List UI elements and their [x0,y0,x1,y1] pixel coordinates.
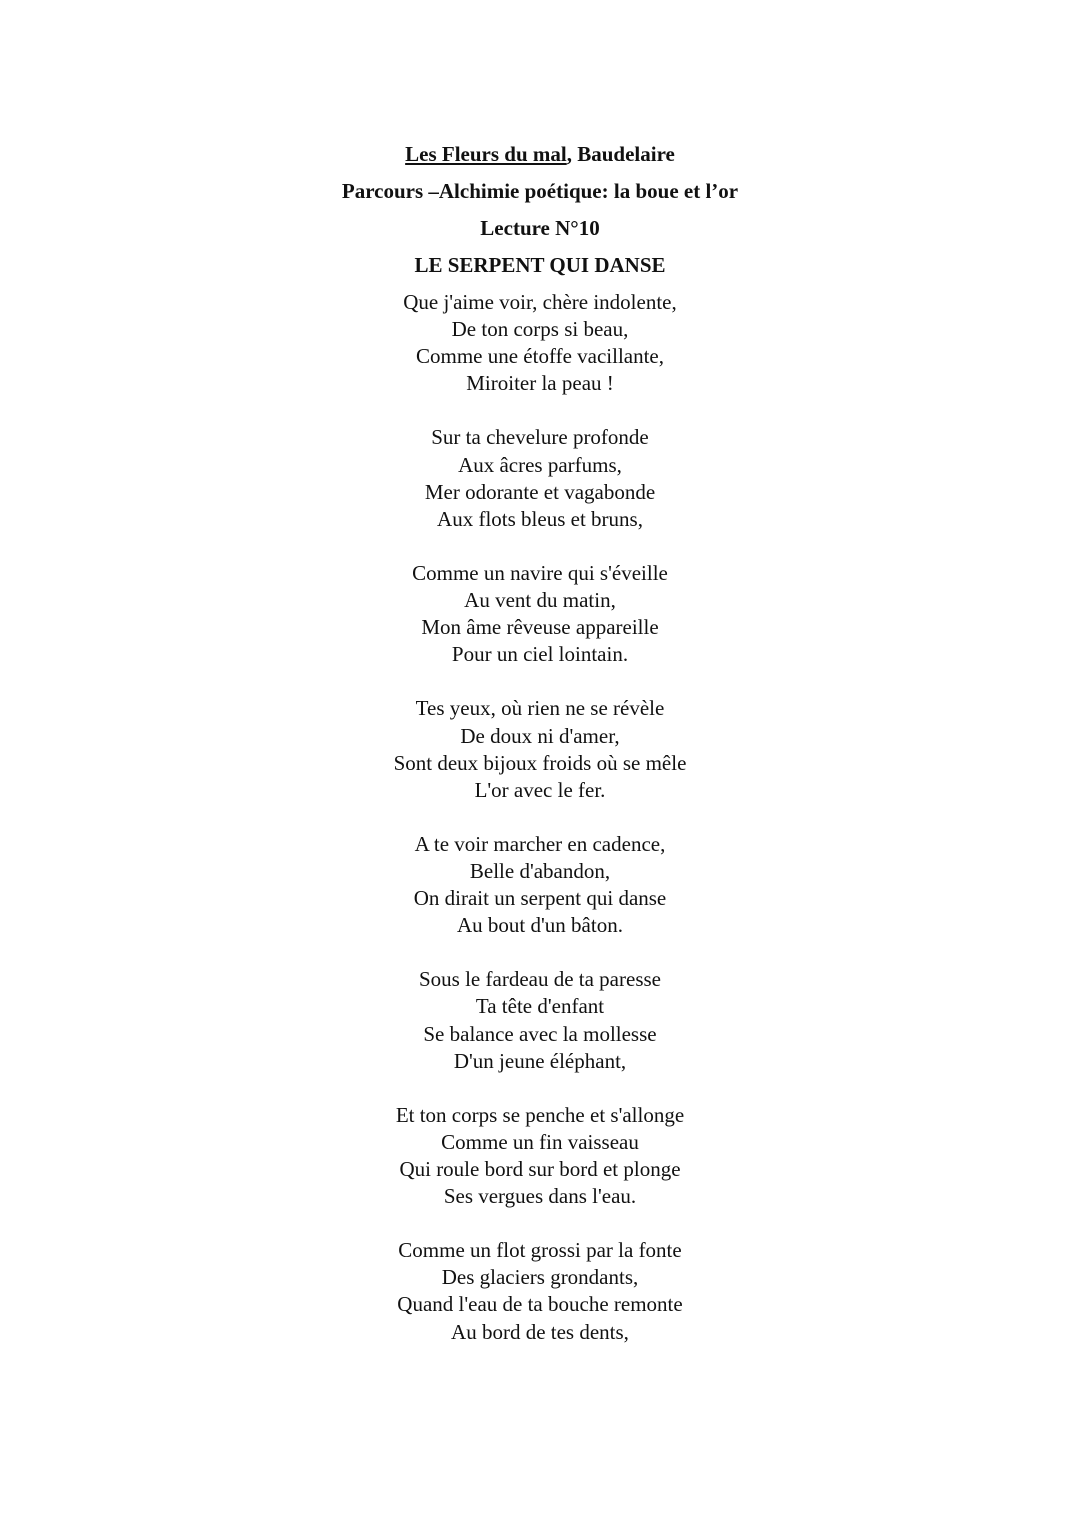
verse-line: Ta tête d'enfant [475,994,605,1019]
verse-line: Ses vergues dans l'eau. [443,1184,637,1209]
verse-line: Et ton corps se penche et s'allonge [395,1102,685,1127]
stanza [0,831,1080,939]
verse-line: Quand l'eau de ta bouche remonte [397,1292,683,1317]
verse-line: Sur ta chevelure profonde [431,425,649,450]
book-title: Les Fleurs du mal [405,142,567,166]
verse-line: Mon âme rêveuse appareille [421,615,659,640]
verse-line: Comme une étoffe vacillante, [415,344,665,369]
stanza [0,560,1080,668]
work-citation [0,142,1080,166]
verse-line: Sont deux bijoux froids où se mêle [393,750,687,775]
verse-line: Au bord de tes dents, [451,1319,629,1344]
poem-title: LE SERPENT QUI DANSE [414,253,666,277]
verse-line: Sous le fardeau de ta paresse [419,967,661,992]
verse-line: L'or avec le fer. [474,777,606,802]
lecture-number: Lecture N°10 [480,216,600,240]
stanza [0,966,1080,1074]
verse-line: Des glaciers grondants, [441,1265,639,1290]
verse-line: D'un jeune éléphant, [453,1048,627,1073]
verse-line: Mer odorante et vagabonde [424,479,656,504]
stanza [0,1102,1080,1210]
verse-line: A te voir marcher en cadence, [414,831,666,856]
verse-line: Aux flots bleus et bruns, [437,506,643,531]
verse-line: Au vent du matin, [464,588,616,613]
verse-line: Pour un ciel lointain. [451,642,629,667]
verse-line: Qui roule bord sur bord et plonge [399,1157,681,1181]
stanza [0,289,1080,397]
verse-line: Belle d'abandon, [469,858,611,883]
verse-line: Que j'aime voir, chère indolente, [403,290,677,314]
verse-line: Comme un fin vaisseau [441,1129,639,1154]
author-name: , Baudelaire [566,142,675,166]
verse-line: De doux ni d'amer, [460,723,620,748]
verse-line: Se balance avec la mollesse [423,1021,657,1046]
parcours-heading: Parcours –Alchimie poétique: la boue et l’or [341,179,739,203]
verse-line: Tes yeux, où rien ne se révèle [415,696,665,721]
stanza [0,424,1080,532]
verse-line: Comme un navire qui s'éveille [412,560,668,585]
stanza [0,695,1080,803]
poem-body [0,289,1080,1373]
verse-line: Aux âcres parfums, [458,452,622,477]
verse-line: On dirait un serpent qui danse [413,886,667,911]
verse-line: Au bout d'un bâton. [457,913,623,938]
stanza [0,1237,1080,1345]
verse-line: Miroiter la peau ! [466,371,614,396]
verse-line: De ton corps si beau, [451,317,629,342]
verse-line: Comme un flot grossi par la fonte [398,1238,682,1263]
